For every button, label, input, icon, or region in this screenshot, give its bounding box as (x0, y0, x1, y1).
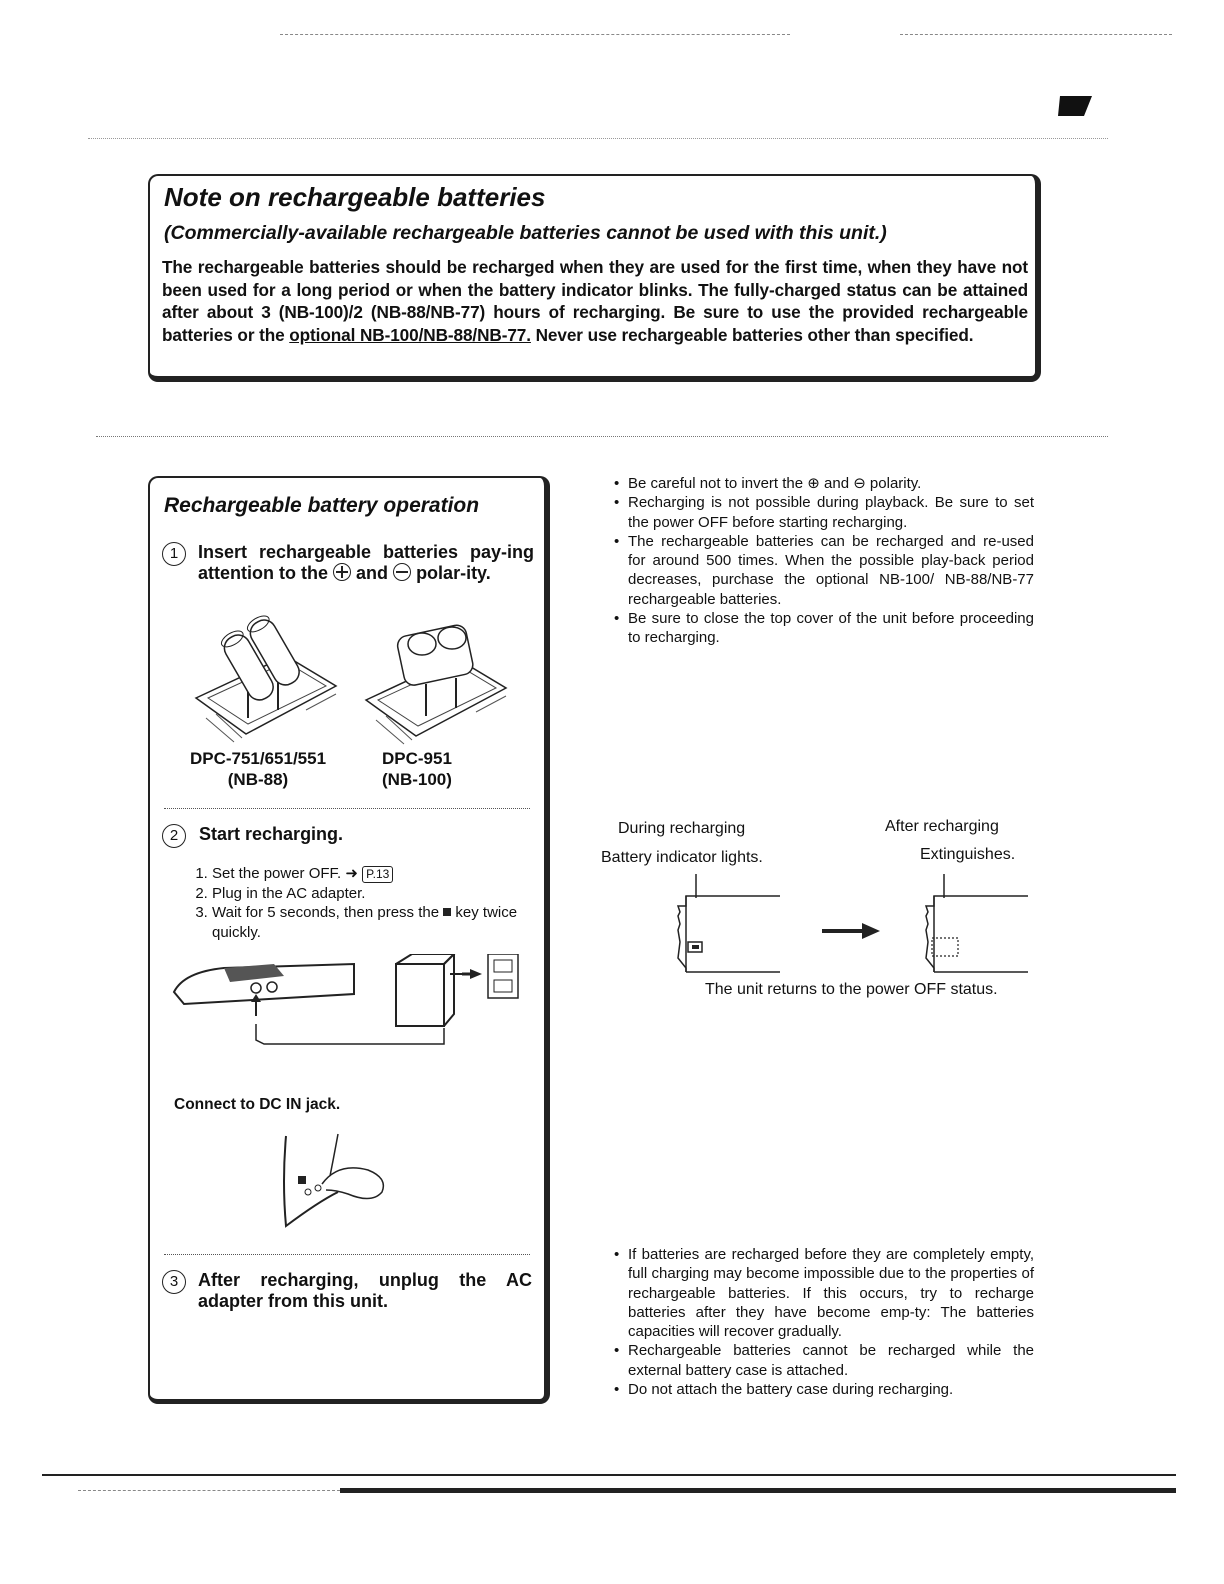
note-item: • Rechargeable batteries cannot be recharged while the external battery case is attached. (614, 1341, 1034, 1380)
plus-polarity-icon (333, 563, 351, 581)
battery-insert-nb88-illustration (186, 606, 346, 746)
header-dash-line-right (900, 34, 1172, 35)
extinguishes-label: Extinguishes. (920, 846, 1016, 863)
press-stop-key-illustration (278, 1132, 398, 1230)
note-subtitle: (Commercially-available rechargeable batteries cannot be used with this unit.) (164, 222, 887, 244)
section-divider (96, 436, 1108, 437)
operation-title: Rechargeable battery operation (164, 494, 480, 517)
step-1-text-end: polar-ity. (416, 563, 491, 583)
note-box (148, 174, 1041, 382)
minus-polarity-icon (393, 563, 411, 581)
substep: 2. Plug in the AC adapter. (212, 884, 542, 904)
arrow-right-icon (822, 922, 880, 940)
step-2-title: Start recharging. (199, 824, 344, 844)
note-item: • The rechargeable batteries can be recharged and re-used for around 500 times. When the possible play-back period decreases, purchase the optional NB-100/ NB-88/NB-77 rechargeable batteries. (614, 532, 1034, 609)
battery-indicator-lights-label: Battery indicator lights. (601, 849, 763, 866)
page-corner-tab-icon (1058, 96, 1092, 116)
battery-indicator-display-lit (672, 872, 782, 974)
note-body (162, 256, 1028, 346)
model-dpc-751-label (176, 748, 340, 790)
during-recharging-label: During recharging (618, 820, 746, 837)
battery-indicator-display-off (920, 872, 1030, 974)
footer-rule-thick (340, 1488, 1176, 1493)
model-name: DPC-751/651/551 (189, 749, 327, 768)
step-3 (162, 1270, 532, 1312)
model-name: DPC-951 (382, 749, 452, 768)
model-dpc-951-label (382, 748, 452, 790)
note-body-text-end: Never use rechargeable batteries other than specified. (530, 324, 974, 345)
recharging-notes-top (614, 474, 1034, 648)
power-off-status-caption: The unit returns to the power OFF status. (705, 981, 998, 998)
step-3-title: After recharging, unplug the AC adapter from this unit. (198, 1270, 532, 1311)
note-body-text: The rechargeable batteries should be recharged when they are used for the first time, when they have not been used for a long period or when the battery indicator blinks. The fully-charged status can be attained after about 3 (NB-100)/2 (NB-88/NB-77) hours of recharging. Be sure to use the provided rechargeable batteries or the (162, 257, 1028, 345)
ac-adapter-connection-illustration (164, 954, 534, 1084)
note-item: • Be careful not to invert the ⊕ and ⊖ polarity. (614, 474, 1034, 493)
step-1-number: 1 (162, 542, 186, 566)
note-item: • Be sure to close the top cover of the unit before proceeding to recharging. (614, 609, 1034, 648)
step-divider (164, 1254, 530, 1255)
footer-dash-line (78, 1490, 340, 1491)
substep: 1. Set the power OFF. ➜ P.13 (212, 864, 542, 884)
recharging-notes-bottom (614, 1245, 1034, 1399)
step-1-text: Insert rechargeable batteries pay-ing attention to the (198, 542, 534, 583)
step-2-substeps (190, 864, 542, 942)
battery-insert-nb100-illustration (356, 608, 516, 748)
step-2 (162, 824, 343, 848)
header-dash-line (280, 34, 790, 35)
header-rule (88, 138, 1108, 139)
note-title: Note on rechargeable batteries (164, 182, 546, 212)
note-item: • Recharging is not possible during playback. Be sure to set the power OFF before starting recharging. (614, 493, 1034, 532)
step-1 (162, 542, 534, 584)
stop-key-icon (443, 908, 451, 916)
operation-box (148, 476, 550, 1404)
footer-rule (42, 1474, 1176, 1476)
model-battery: (NB-88) (227, 770, 289, 789)
note-item: • Do not attach the battery case during recharging. (614, 1380, 1034, 1399)
note-body-optional-models: optional NB-100/NB-88/NB-77. (289, 324, 531, 345)
step-1-and: and (356, 563, 389, 583)
after-recharging-label: After recharging (885, 818, 999, 835)
connect-dc-in-label: Connect to DC IN jack. (174, 1096, 341, 1113)
step-divider (164, 808, 530, 809)
note-item: • If batteries are recharged before they are completely empty, full charging may become impossible due to the properties of rechargeable batteries. If this occurs, try to recharge batteries after they have become emp-ty: The batteries capacities will recover gradually. (614, 1245, 1034, 1341)
step-2-number: 2 (162, 824, 186, 848)
page-reference-p13: P.13 (362, 866, 393, 883)
substep: 3. Wait for 5 seconds, then press the key twice quickly. (212, 903, 542, 942)
step-3-number: 3 (162, 1270, 186, 1294)
model-battery: (NB-100) (382, 770, 452, 789)
